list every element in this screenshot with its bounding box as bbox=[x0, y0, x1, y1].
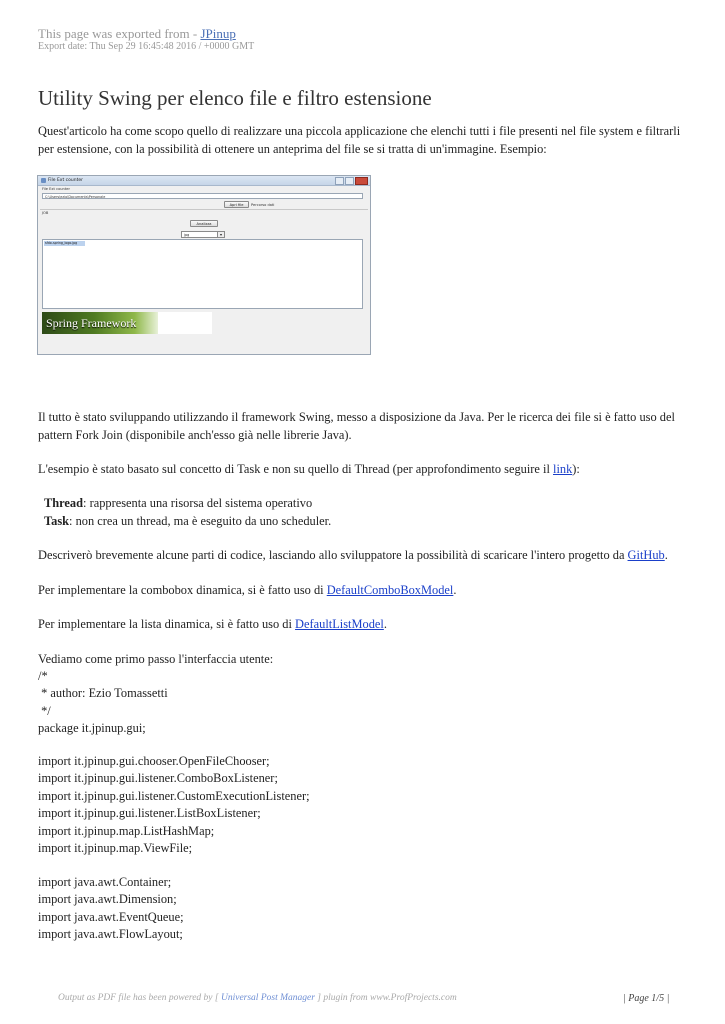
screenshot-window-title: File Ext counter bbox=[48, 178, 83, 183]
screenshot-list-item: sfdo-spring_logo.jpg bbox=[44, 241, 85, 246]
term-thread: Thread bbox=[44, 496, 84, 510]
screenshot-section-label: JOB bbox=[42, 211, 49, 215]
article-title: Utility Swing per elenco file e filtro estensione bbox=[38, 86, 432, 110]
paragraph-listmodel bbox=[38, 616, 688, 634]
screenshot-titlebar bbox=[38, 176, 370, 186]
app-icon bbox=[41, 178, 46, 183]
paragraph-task-thread-end: ): bbox=[572, 462, 580, 476]
code-imports-awt: import java.awt.Container; import java.awt.Dimension; import java.awt.EventQueue; import java.awt.FlowLayout; bbox=[38, 875, 184, 942]
export-date: Export date: Thu Sep 29 16:45:48 2016 / +0000 GMT bbox=[38, 41, 255, 52]
github-link[interactable]: GitHub bbox=[627, 548, 665, 562]
screenshot-open-status: Percorso dati bbox=[251, 203, 275, 207]
footer-text-after: ] plugin from www.ProfProjects.com bbox=[314, 993, 457, 1003]
screenshot-path-field: C:\Users\ezio\Documents\Personale bbox=[42, 193, 363, 199]
page-number: | Page 1/5 | bbox=[623, 993, 670, 1004]
export-source bbox=[38, 26, 254, 41]
maximize-icon bbox=[345, 177, 354, 185]
paragraph-combobox-text: Per implementare la combobox dinamica, si è fatto uso di bbox=[38, 583, 327, 597]
close-icon bbox=[355, 177, 368, 185]
combobox-model-link[interactable]: DefaultComboBoxModel bbox=[326, 583, 454, 597]
intro-paragraph: Quest'articolo ha come scopo quello di realizzare una piccola applicazione che elenchi tutti i file presenti nel file system e filtrarli per estensione, con la possibilità di ottenere un anteprima del file se si tratta di un'immagine. Esempio: bbox=[38, 124, 681, 156]
paragraph-ui-intro: Vediamo come primo passo l'interfaccia utente: bbox=[38, 652, 274, 666]
paragraph-github bbox=[38, 547, 688, 565]
screenshot-extension-value: jpg bbox=[184, 233, 190, 237]
screenshot-separator bbox=[40, 209, 368, 210]
site-link[interactable]: JPinup bbox=[200, 26, 236, 41]
definition-task bbox=[44, 513, 684, 531]
export-source-label: This page was exported from - bbox=[38, 26, 201, 41]
screenshot-analyze-button: Analizza bbox=[190, 220, 218, 227]
desc-task: : non crea un thread, ma è eseguito da uno scheduler. bbox=[69, 513, 332, 528]
paragraph-github-end: . bbox=[664, 548, 668, 562]
paragraph-combobox-end: . bbox=[453, 583, 457, 597]
screenshot-extension-select bbox=[181, 231, 225, 238]
paragraph-task-thread bbox=[38, 461, 688, 479]
term-task: Task bbox=[44, 513, 70, 528]
screenshot-open-button: Apri file bbox=[224, 201, 249, 208]
paragraph-combobox bbox=[38, 582, 688, 600]
paragraph-github-text: Descriverò brevemente alcune parti di codice, lasciando allo sviluppatore la possibilità di scaricare l'intero progetto da bbox=[38, 548, 628, 562]
screenshot-field-label: File Ext counter bbox=[42, 187, 70, 191]
footer-credit bbox=[58, 993, 457, 1003]
window-controls bbox=[335, 177, 368, 185]
universal-post-manager-link[interactable]: Universal Post Manager bbox=[220, 993, 315, 1003]
paragraph-listmodel-end: . bbox=[383, 617, 387, 631]
paragraph-listmodel-text: Per implementare la lista dinamica, si è fatto uso di bbox=[38, 617, 296, 631]
screenshot-image-preview bbox=[42, 312, 212, 334]
link-approfondimento[interactable]: link bbox=[553, 462, 573, 476]
definition-list bbox=[44, 495, 684, 530]
desc-thread: : rappresenta una risorsa del sistema operativo bbox=[83, 496, 313, 510]
app-screenshot bbox=[37, 175, 371, 355]
spring-framework-logo: Spring Framework bbox=[42, 312, 158, 334]
chevron-down-icon: ▾ bbox=[217, 232, 224, 237]
code-header-block: /* * author: Ezio Tomassetti */ package it.jpinup.gui; bbox=[38, 669, 168, 736]
footer-text-before: Output as PDF file has been powered by [ bbox=[58, 993, 221, 1003]
paragraph-framework: Il tutto è stato sviluppando utilizzando il framework Swing, messo a disposizione da Java. Per le ricerca dei file si è fatto uso del pattern Fork Join (disponibile anch'esso già nelle librerie Java). bbox=[38, 410, 675, 442]
paragraph-task-thread-text: L'esempio è stato basato sul concetto di Task e non su quello di Thread (per approfondimento seguire il bbox=[38, 462, 553, 476]
screenshot-file-list bbox=[42, 239, 363, 309]
definition-thread bbox=[44, 495, 684, 513]
list-model-link[interactable]: DefaultListModel bbox=[295, 617, 384, 631]
export-header bbox=[38, 26, 254, 53]
code-imports-project: import it.jpinup.gui.chooser.OpenFileChooser; import it.jpinup.gui.listener.ComboBoxListener; import it.jpinup.gui.listener.CustomExecutionListener; import it.jpinup.gui.listener.ListBoxListener; import it.jpinup.map.ListHashMap; import it.jpinup.map.ViewFile; bbox=[38, 754, 310, 856]
minimize-icon bbox=[335, 177, 344, 185]
